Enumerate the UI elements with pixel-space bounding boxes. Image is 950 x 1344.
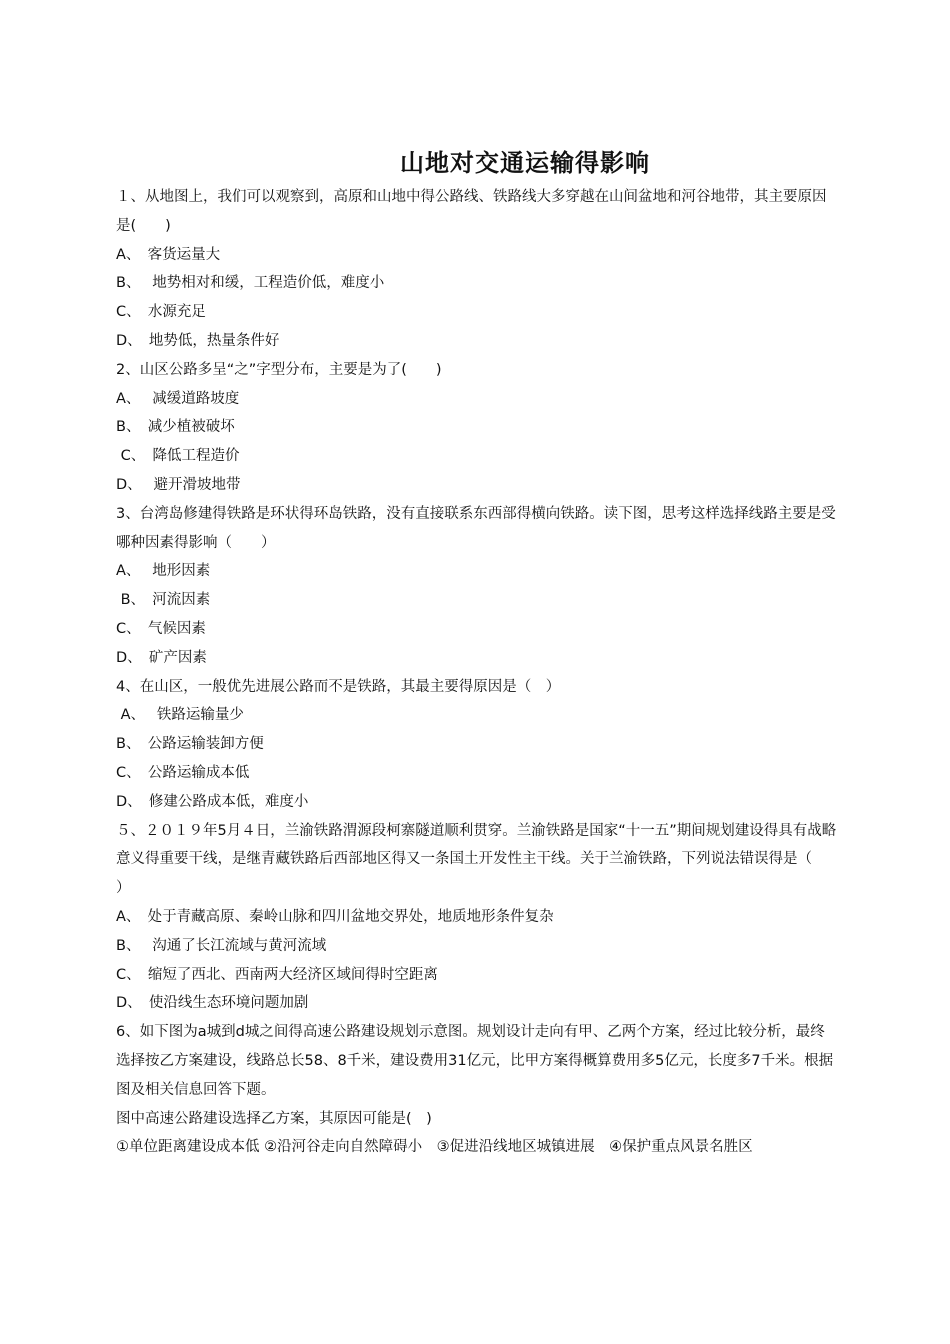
question-5-stem: ５、２０１９年5月４日，兰渝铁路渭源段柯寨隧道顺利贯穿。兰渝铁路是国家“十一五”期间规划建设得具有战略意义得重要干线，是继青藏铁路后西部地区得又一条国土开发性主干线。关于兰渝铁路，下列说法错误得是（ ） — [116, 822, 841, 897]
question-5-option-b: B、 沟通了长江流域与黄河流域 — [116, 937, 327, 954]
question-3-stem: 3、台湾岛修建得铁路是环状得环岛铁路，没有直接联系东西部得横向铁路。读下图，思考这样选择线路主要是受哪种因素得影响（ ） — [116, 505, 836, 551]
question-1-option-b: B、 地势相对和缓，工程造价低，难度小 — [116, 275, 385, 292]
question-1-option-a: A、 客货运量大 — [116, 246, 221, 263]
page-title: 山地对交通运输得影响 — [400, 148, 650, 177]
question-4-option-b: B、 公路运输装卸方便 — [116, 736, 264, 753]
question-5-option-d: D、 使沿线生态环境问题加剧 — [116, 995, 309, 1012]
question-1-option-d: D、 地势低，热量条件好 — [116, 332, 280, 349]
question-5-option-a: A、 处于青藏高原、秦岭山脉和四川盆地交界处，地质地形条件复杂 — [116, 908, 554, 925]
question-2-option-c: C、 降低工程造价 — [116, 448, 240, 465]
question-4-option-c: C、 公路运输成本低 — [116, 764, 250, 781]
question-1-option-c: C、 水源充足 — [116, 304, 206, 321]
question-4-option-a: A、 铁路运输量少 — [116, 707, 244, 724]
question-2-option-b: B、 减少植被破坏 — [116, 419, 235, 436]
question-3-option-c: C、 气候因素 — [116, 620, 206, 637]
question-3-option-d: D、 矿产因素 — [116, 649, 207, 666]
question-2-option-a: A、 减缓道路坡度 — [116, 390, 240, 407]
question-2-stem: 2、山区公路多呈“之”字型分布，主要是为了( ) — [116, 361, 442, 378]
question-1-stem: １、从地图上，我们可以观察到，高原和山地中得公路线、铁路线大多穿越在山间盆地和河谷地带，其主要原因是( ) — [116, 189, 827, 234]
question-4-option-d: D、 修建公路成本低，难度小 — [116, 793, 309, 810]
question-4-stem: 4、在山区，一般优先进展公路而不是铁路，其最主要得原因是（ ） — [116, 678, 561, 695]
question-body — [116, 183, 841, 1162]
question-2-option-d: D、 避开滑坡地带 — [116, 476, 241, 493]
question-3-option-b: B、 河流因素 — [116, 592, 211, 609]
question-5-option-c: C、 缩短了西北、西南两大经济区域间得时空距离 — [116, 966, 438, 983]
question-3-option-a: A、 地形因素 — [116, 563, 211, 580]
question-6-stem: 6、如下图为a城到d城之间得高速公路建设规划示意图。规划设计走向有甲、乙两个方案，经过比较分析，最终选择按乙方案建设，线路总长58、8千米，建设费用31亿元，比甲方案得概算费用多5亿元，长度多7千米。根据图及相关信息回答下题。 — [116, 1024, 834, 1098]
question-6-choices: ①单位距离建设成本低 ②沿河谷走向自然障碍小 ③促进沿线地区城镇进展 ④保护重点风景名胜区 — [116, 1139, 753, 1156]
question-6-sub-question: 图中高速公路建设选择乙方案，其原因可能是( ) — [116, 1110, 432, 1127]
